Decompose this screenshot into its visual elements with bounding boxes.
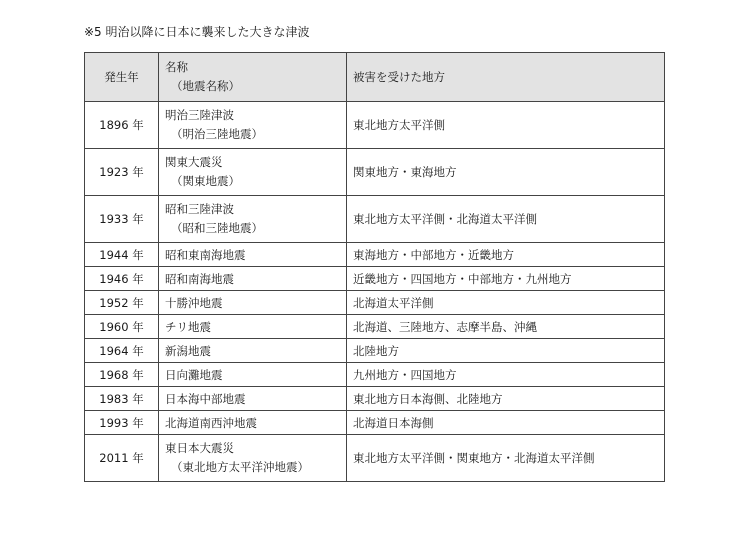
region-cell: 北海道日本海側 xyxy=(347,411,665,435)
region-cell: 東北地方太平洋側 xyxy=(347,102,665,149)
table-row xyxy=(85,387,665,411)
name-cell xyxy=(159,196,347,243)
name-cell: 昭和東南海地震 xyxy=(159,243,347,267)
region-cell: 東北地方太平洋側・関東地方・北海道太平洋側 xyxy=(347,435,665,482)
name-cell xyxy=(159,149,347,196)
table-row xyxy=(85,315,665,339)
table-caption: ※5 明治以降に日本に襲来した大きな津波 xyxy=(84,25,310,39)
table-row xyxy=(85,363,665,387)
year-cell: 1933 年 xyxy=(85,196,159,243)
region-cell: 東北地方太平洋側・北海道太平洋側 xyxy=(347,196,665,243)
table-row xyxy=(85,411,665,435)
header-year: 発生年 xyxy=(85,53,159,102)
region-cell: 北海道、三陸地方、志摩半島、沖縄 xyxy=(347,315,665,339)
table-row xyxy=(85,149,665,196)
tsunami-table xyxy=(84,52,665,482)
region-cell: 近畿地方・四国地方・中部地方・九州地方 xyxy=(347,267,665,291)
year-cell: 1952 年 xyxy=(85,291,159,315)
event-name: 関東大震災 xyxy=(165,155,223,169)
name-cell xyxy=(159,102,347,149)
table-header-row xyxy=(85,53,665,102)
region-cell: 東北地方日本海側、北陸地方 xyxy=(347,387,665,411)
name-cell: 十勝沖地震 xyxy=(159,291,347,315)
year-cell: 1923 年 xyxy=(85,149,159,196)
earthquake-name: （昭和三陸地震） xyxy=(171,221,263,235)
name-cell: 日向灘地震 xyxy=(159,363,347,387)
year-cell: 1896 年 xyxy=(85,102,159,149)
region-cell: 九州地方・四国地方 xyxy=(347,363,665,387)
table-row xyxy=(85,102,665,149)
table-row xyxy=(85,243,665,267)
header-name-sub: （地震名称） xyxy=(171,79,240,93)
name-cell: 昭和南海地震 xyxy=(159,267,347,291)
year-cell: 1993 年 xyxy=(85,411,159,435)
year-cell: 1964 年 xyxy=(85,339,159,363)
year-cell: 1983 年 xyxy=(85,387,159,411)
earthquake-name: （東北地方太平洋沖地震） xyxy=(171,460,309,474)
table-row xyxy=(85,291,665,315)
name-cell: 日本海中部地震 xyxy=(159,387,347,411)
event-name: 昭和三陸津波 xyxy=(165,202,234,216)
region-cell: 東海地方・中部地方・近畿地方 xyxy=(347,243,665,267)
name-cell: チリ地震 xyxy=(159,315,347,339)
table-row xyxy=(85,196,665,243)
year-cell: 1946 年 xyxy=(85,267,159,291)
table-row xyxy=(85,435,665,482)
event-name: 東日本大震災 xyxy=(165,441,234,455)
header-name-main: 名称 xyxy=(165,60,188,74)
event-name: 明治三陸津波 xyxy=(165,108,234,122)
year-cell: 1960 年 xyxy=(85,315,159,339)
earthquake-name: （関東地震） xyxy=(171,174,240,188)
name-cell xyxy=(159,435,347,482)
header-region: 被害を受けた地方 xyxy=(347,53,665,102)
name-cell: 北海道南西沖地震 xyxy=(159,411,347,435)
header-name xyxy=(159,53,347,102)
region-cell: 北陸地方 xyxy=(347,339,665,363)
table-row xyxy=(85,339,665,363)
name-cell: 新潟地震 xyxy=(159,339,347,363)
year-cell: 2011 年 xyxy=(85,435,159,482)
table-row xyxy=(85,267,665,291)
region-cell: 関東地方・東海地方 xyxy=(347,149,665,196)
earthquake-name: （明治三陸地震） xyxy=(171,127,263,141)
year-cell: 1968 年 xyxy=(85,363,159,387)
region-cell: 北海道太平洋側 xyxy=(347,291,665,315)
year-cell: 1944 年 xyxy=(85,243,159,267)
